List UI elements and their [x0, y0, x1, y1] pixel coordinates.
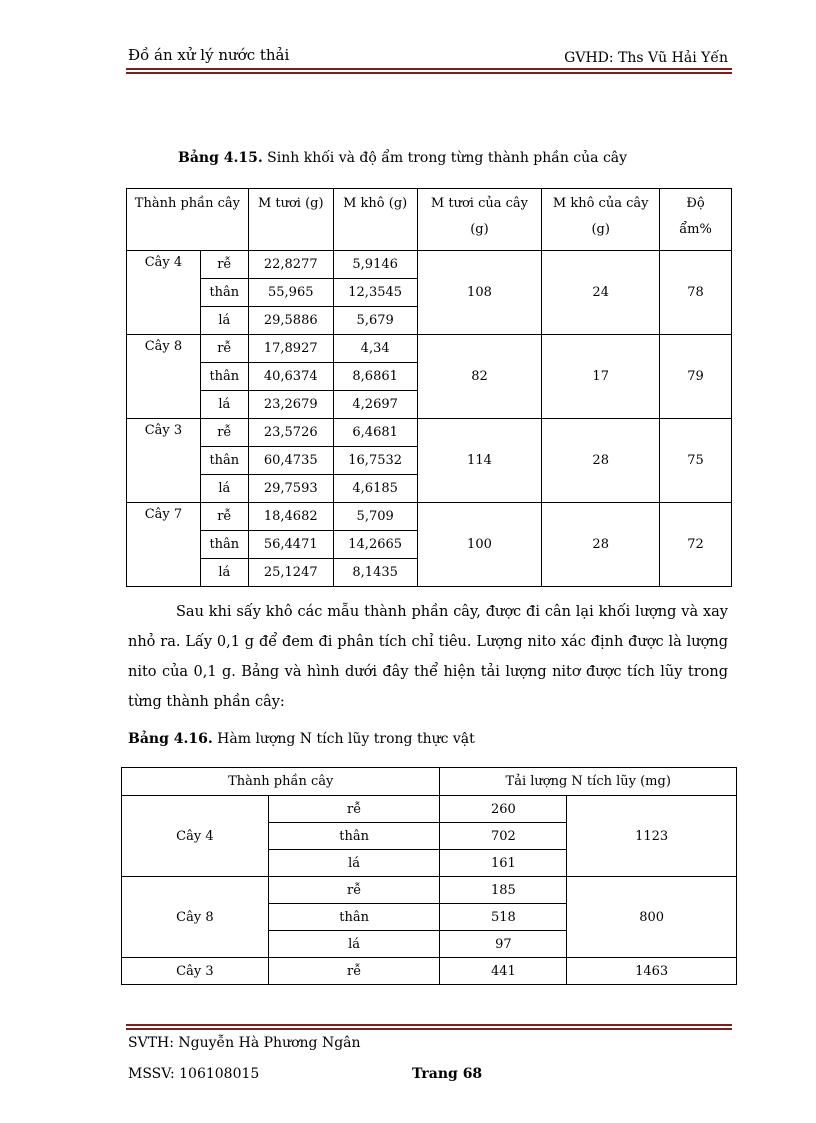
total-dry: 28 [542, 419, 660, 503]
part-label: rễ [200, 419, 248, 447]
th-moisture-l1: Độ [686, 196, 705, 211]
dry-value: 16,7532 [333, 447, 417, 475]
total-dry: 28 [542, 503, 660, 587]
part-label: lá [268, 850, 440, 877]
table-row [127, 335, 732, 363]
total-fresh: 108 [417, 251, 542, 335]
fresh-value: 23,5726 [248, 419, 333, 447]
table-row [127, 503, 732, 531]
th-dry-mass: M khô (g) [333, 189, 417, 251]
fresh-value: 56,4471 [248, 531, 333, 559]
total-dry: 24 [542, 251, 660, 335]
fresh-value: 23,2679 [248, 391, 333, 419]
part-label: thân [200, 447, 248, 475]
total-dry: 17 [542, 335, 660, 419]
th-tree-fresh-l1: M tươi của cây [430, 196, 528, 211]
fresh-value: 18,4682 [248, 503, 333, 531]
dry-value: 4,2697 [333, 391, 417, 419]
th-moisture [660, 189, 732, 251]
nitrogen-value: 185 [440, 877, 567, 904]
part-label: rễ [200, 335, 248, 363]
table1-caption-text: Sinh khối và độ ẩm trong từng thành phần của cây [262, 150, 628, 166]
moisture: 78 [660, 251, 732, 335]
table2-caption-text: Hàm lượng N tích lũy trong thực vật [212, 731, 475, 747]
fresh-value: 60,4735 [248, 447, 333, 475]
table-row [127, 251, 732, 279]
th-tree-dry-mass [542, 189, 660, 251]
table-row [122, 796, 737, 823]
footer-rule [126, 1024, 732, 1026]
th-fresh-mass: M tươi (g) [248, 189, 333, 251]
dry-value: 8,6861 [333, 363, 417, 391]
part-label: lá [200, 559, 248, 587]
dry-value: 5,709 [333, 503, 417, 531]
moisture: 72 [660, 503, 732, 587]
moisture: 79 [660, 335, 732, 419]
page-number: Trang 68 [412, 1066, 483, 1082]
body-paragraph-text: Sau khi sấy khô các mẫu thành phần cây, được đi cân lại khối lượng và xay nhỏ ra. Lấy 0,1 g để đem đi phân tích chỉ tiêu. Lượng nito xác định được là lượng nito của 0,1 g. Bảng và hình dưới đây thể hiện tải lượng nitơ được tích lũy trong từng thành phần cây: [128, 604, 728, 710]
part-label: lá [268, 931, 440, 958]
part-label: thân [268, 823, 440, 850]
footer-student: SVTH: Nguyễn Hà Phương Ngân [128, 1035, 361, 1051]
th-moisture-l2: ẩm% [679, 222, 712, 237]
part-label: thân [200, 363, 248, 391]
th-tree-fresh-mass [417, 189, 542, 251]
part-label: thân [268, 904, 440, 931]
th-tree-dry-l2: (g) [591, 222, 610, 237]
dry-value: 6,4681 [333, 419, 417, 447]
fresh-value: 29,5886 [248, 307, 333, 335]
th-nitrogen-load: Tải lượng N tích lũy (mg) [440, 768, 737, 796]
table2-caption [128, 731, 475, 747]
fresh-value: 22,8277 [248, 251, 333, 279]
total-fresh: 114 [417, 419, 542, 503]
tree-label: Cây 4 [122, 796, 269, 877]
dry-value: 5,679 [333, 307, 417, 335]
tree-label: Cây 3 [122, 958, 269, 985]
part-label: lá [200, 475, 248, 503]
fresh-value: 17,8927 [248, 335, 333, 363]
fresh-value: 25,1247 [248, 559, 333, 587]
table2-caption-label: Bảng 4.16. [128, 731, 213, 747]
nitrogen-value: 260 [440, 796, 567, 823]
tree-label: Cây 7 [127, 503, 201, 587]
dry-value: 14,2665 [333, 531, 417, 559]
part-label: thân [200, 531, 248, 559]
nitrogen-value: 441 [440, 958, 567, 985]
biomass-table [126, 188, 732, 587]
dry-value: 4,34 [333, 335, 417, 363]
part-label: lá [200, 391, 248, 419]
fresh-value: 29,7593 [248, 475, 333, 503]
table1-caption-label: Bảng 4.15. [178, 150, 263, 166]
dry-value: 12,3545 [333, 279, 417, 307]
nitrogen-total: 800 [567, 877, 737, 958]
header-rule-2 [126, 72, 732, 74]
footer-rule-2 [126, 1028, 732, 1030]
dry-value: 8,1435 [333, 559, 417, 587]
part-label: lá [200, 307, 248, 335]
fresh-value: 40,6374 [248, 363, 333, 391]
th-component: Thành phần cây [127, 189, 249, 251]
header-advisor: GVHD: Ths Vũ Hải Yến [564, 50, 728, 66]
tree-label: Cây 8 [127, 335, 201, 419]
nitrogen-table [121, 767, 737, 985]
part-label: rễ [200, 503, 248, 531]
part-label: rễ [268, 877, 440, 904]
nitrogen-total: 1123 [567, 796, 737, 877]
dry-value: 5,9146 [333, 251, 417, 279]
total-fresh: 82 [417, 335, 542, 419]
tree-label: Cây 4 [127, 251, 201, 335]
dry-value: 4,6185 [333, 475, 417, 503]
tree-label: Cây 3 [127, 419, 201, 503]
part-label: rễ [268, 796, 440, 823]
fresh-value: 55,965 [248, 279, 333, 307]
footer-student-id: MSSV: 106108015 [128, 1066, 260, 1082]
moisture: 75 [660, 419, 732, 503]
part-label: rễ [268, 958, 440, 985]
nitrogen-total: 1463 [567, 958, 737, 985]
part-label: rễ [200, 251, 248, 279]
nitrogen-value: 161 [440, 850, 567, 877]
header-rule [126, 68, 732, 70]
body-paragraph [128, 597, 728, 717]
nitrogen-value: 702 [440, 823, 567, 850]
table1-caption [178, 150, 627, 166]
total-fresh: 100 [417, 503, 542, 587]
th-tree-dry-l1: M khô của cây [552, 196, 649, 211]
nitrogen-value: 97 [440, 931, 567, 958]
nitrogen-value: 518 [440, 904, 567, 931]
tree-label: Cây 8 [122, 877, 269, 958]
table-row [122, 958, 737, 985]
part-label: thân [200, 279, 248, 307]
table-row [122, 877, 737, 904]
header-title: Đồ án xử lý nước thải [128, 46, 290, 64]
table-row [127, 419, 732, 447]
th-component: Thành phần cây [122, 768, 440, 796]
th-tree-fresh-l2: (g) [470, 222, 489, 237]
